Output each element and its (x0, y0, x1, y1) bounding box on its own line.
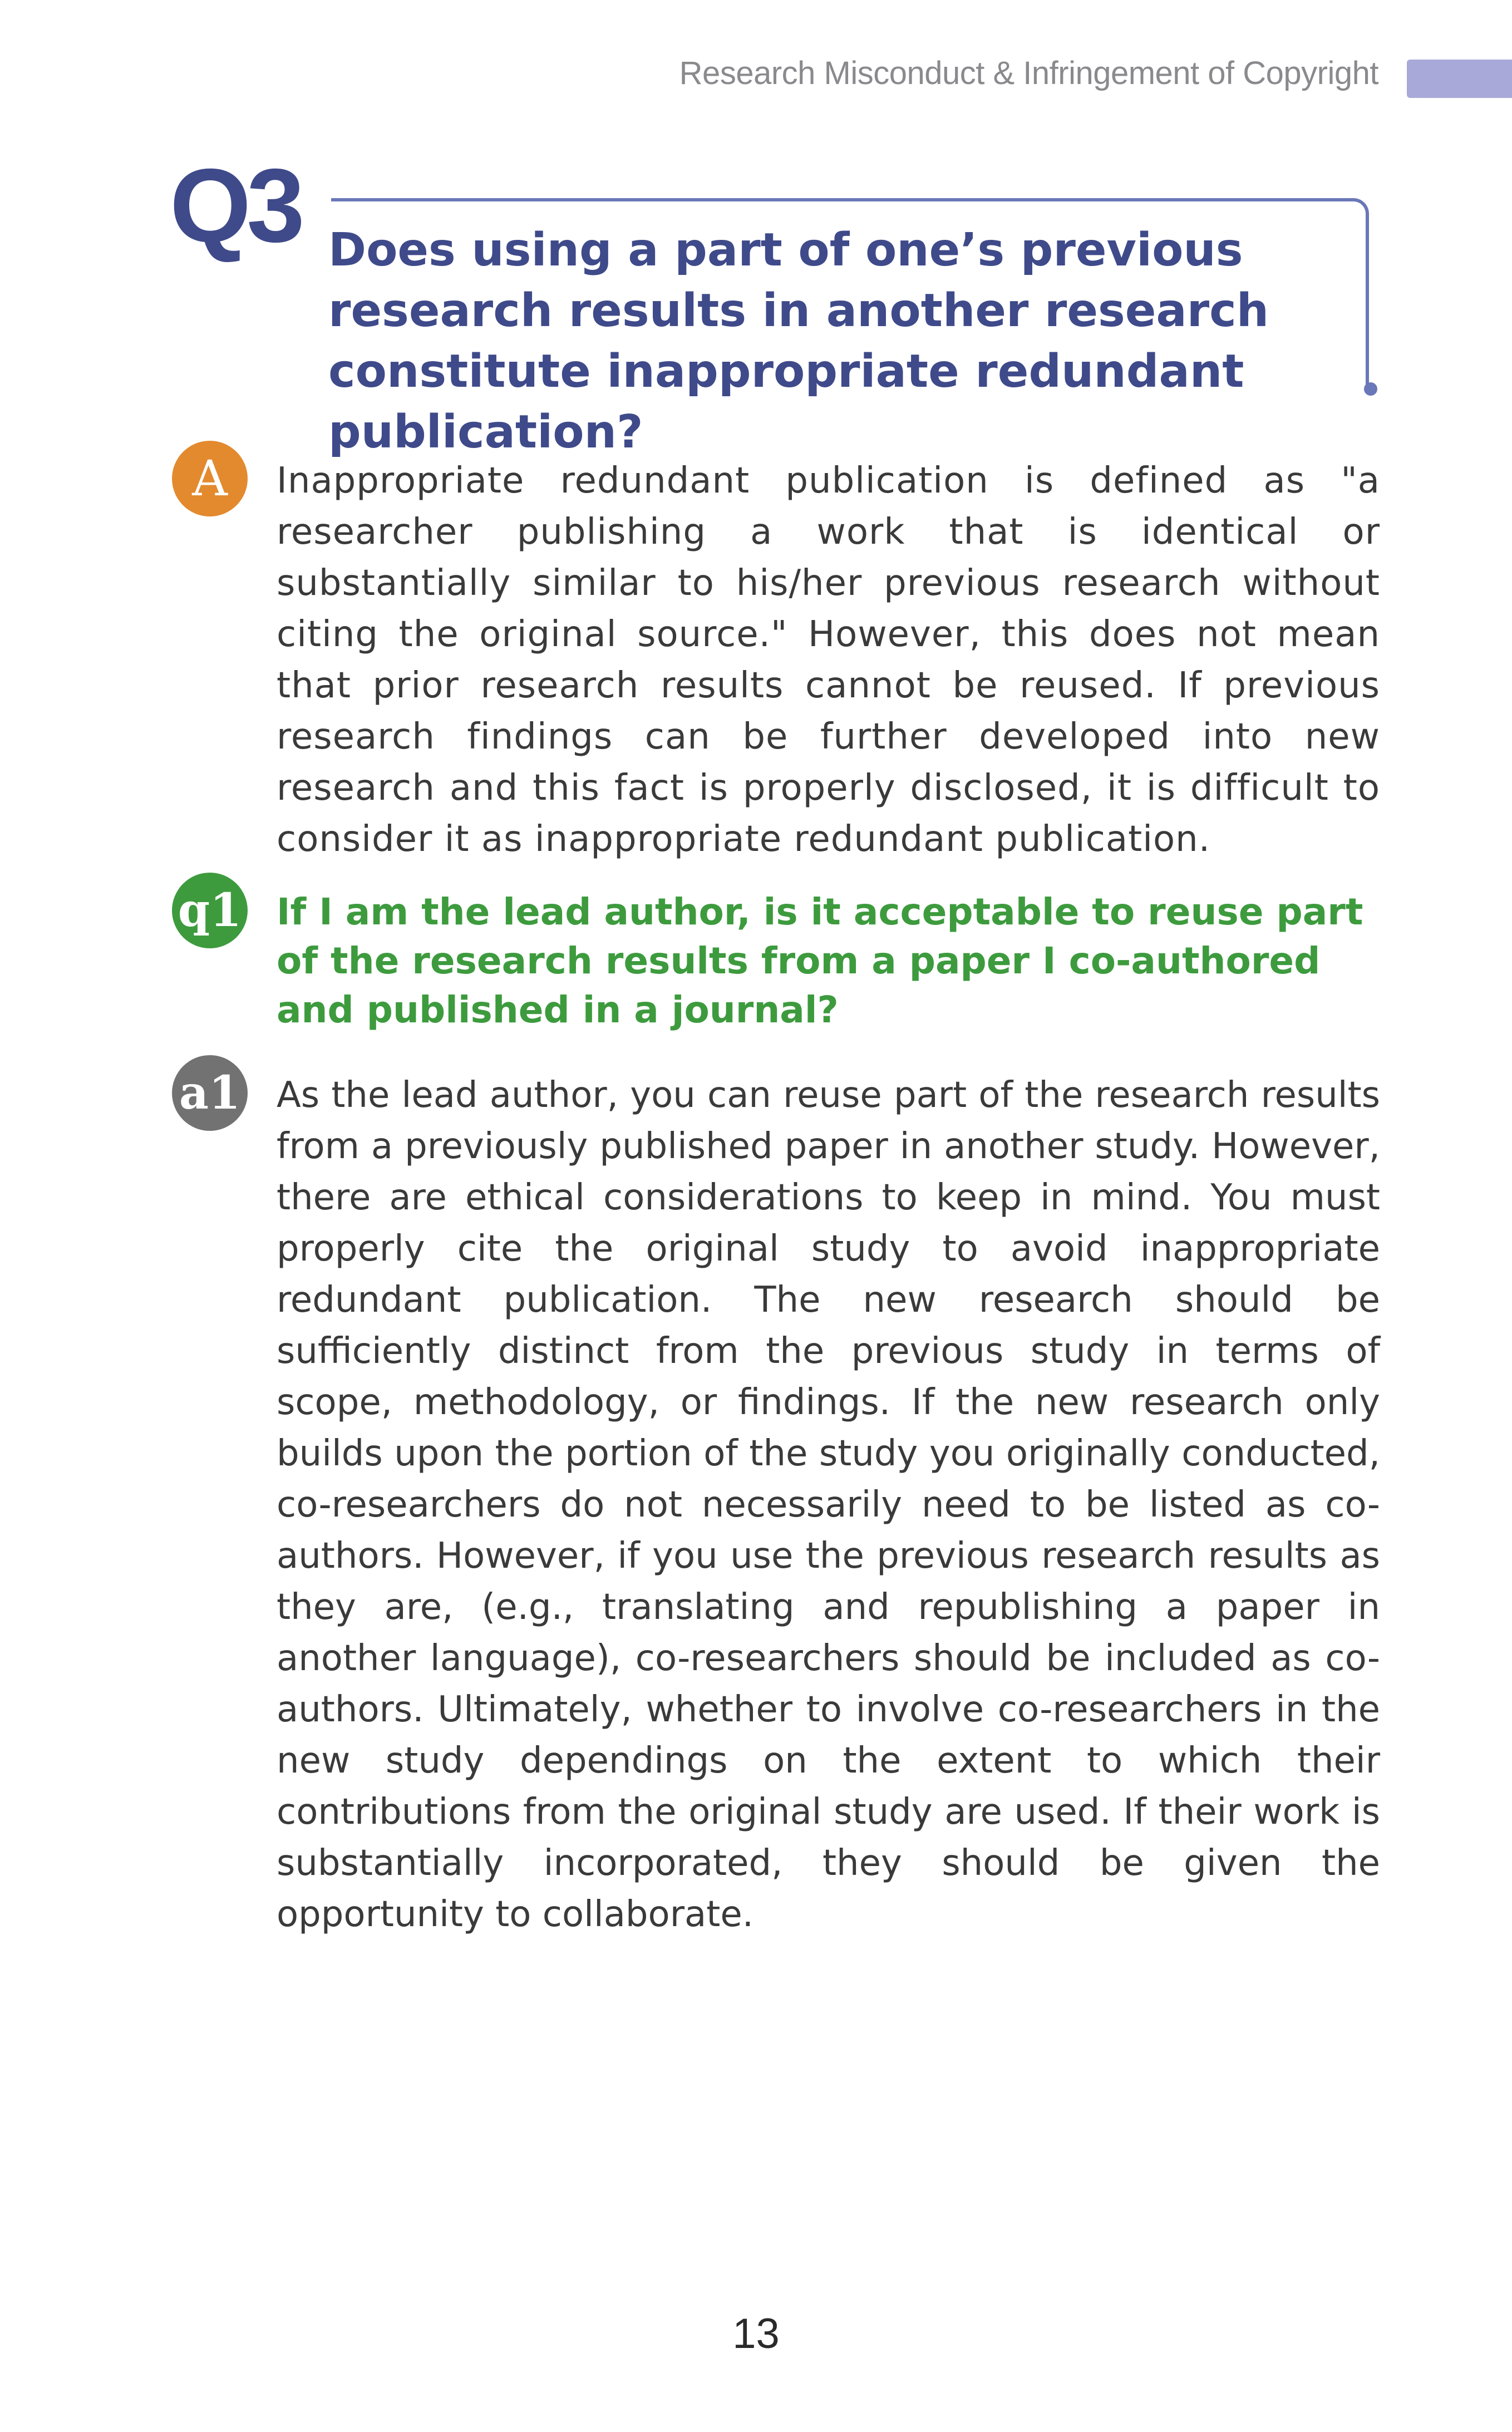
page-number: 13 (732, 2310, 780, 2357)
question-title: Does using a part of one’s previous research results in another research constitute inappropriate redundant publication? (328, 224, 1269, 459)
answer-badge: A (172, 441, 248, 516)
sub-question-text: If I am the lead author, is it acceptable to reuse part of the research results from a paper I co-authored and published in a journal? (277, 890, 1363, 1031)
question-frame-dot (1364, 382, 1377, 396)
sub-answer-text: As the lead author, you can reuse part of the research results from a previously published paper in another study. However, there are ethical considerations to keep in mind. You must properly cite the original study to avoid inappropriate redundant publication. The new research should be sufficiently distinct from the previous study in terms of scope, methodology, or findings. If the new research only builds upon the portion of the study you originally conducted, co-researchers do not necessarily need to be listed as co-authors. However, if you use the previous research results as they are, (e.g., translating and republishing a paper in another language), co-researchers should be included as co-authors. Ultimately, whether to involve co-researchers in the new study dependings on the extent to which their contributions from the original study are used. If their work is substantially incorporated, they should be given the opportunity to collaborate. (277, 1075, 1380, 1935)
sub-question-badge: q1 (172, 873, 248, 948)
running-header-title: Research Misconduct & Infringement of Copyright (679, 55, 1378, 91)
answer-text: Inappropriate redundant publication is defined as "a researcher publishing a work that is identical or substantially similar to his/her previous research without citing the original source." However, this does not mean that prior research results cannot be reused. If previous research findings can be further developed into new research and this fact is properly disclosed, it is difficult to consider it as inappropriate redundant publication. (277, 460, 1380, 860)
section-tab-marker (1407, 60, 1512, 98)
sub-answer-badge: a1 (172, 1055, 248, 1131)
question-number: Q3 (170, 147, 301, 264)
